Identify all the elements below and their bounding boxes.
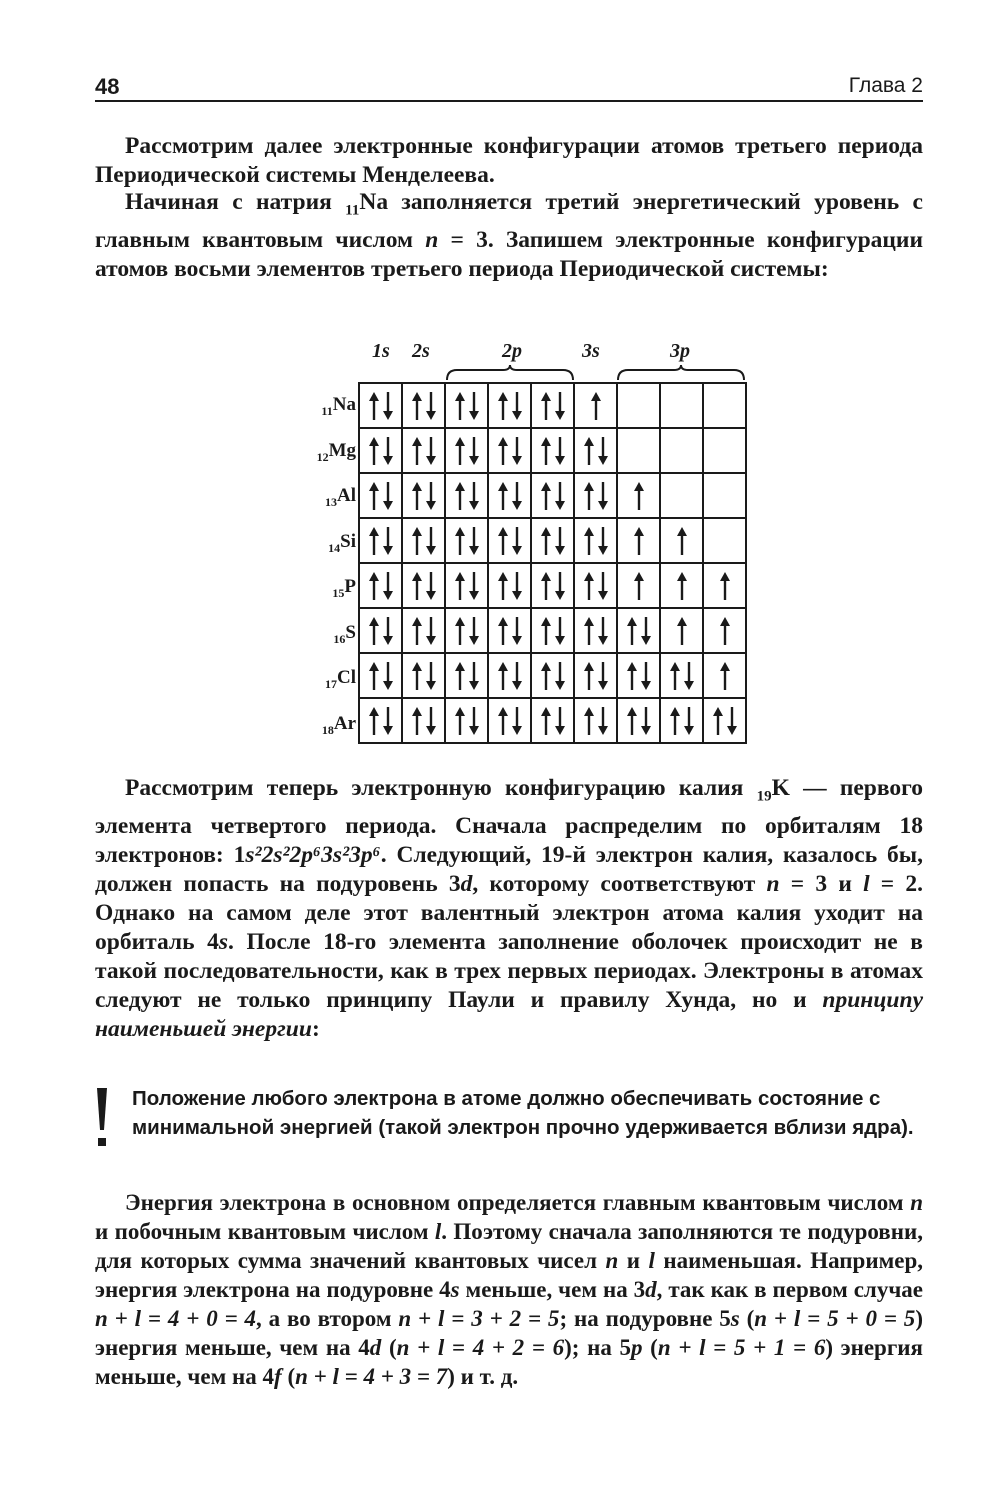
orbital-cell <box>703 608 746 653</box>
spin-pair-arrows-icon <box>576 566 616 606</box>
element-symbol: Na <box>332 394 356 415</box>
spin-pair-arrows-icon <box>533 386 573 426</box>
spin-up-arrow-icon <box>619 566 659 606</box>
energy-paragraph: Энергия электрона в основном определяется главным квантовым числом n и побочным квантовым числом l. Поэтому сначала заполняются те подуровни, для которых сумма значений квантовых чисел n и l наименьшая. Например, энергия электрона на подуровне 4s меньше, чем на 3d, так как в первом случае n + l = 4 + 0 = 4, а во втором n + l = 3 + 2 = 5; на подуровне 5s (n + l = 5 + 0 = 5) энергия меньше, чем на 4d (n + l = 4 + 2 = 6); на 5p (n + l = 5 + 1 = 6) энергия меньше, чем на 4f (n + l = 4 + 3 = 7) и т. д. <box>95 1190 924 1389</box>
orbital-cell <box>574 428 617 473</box>
page-header <box>95 72 923 102</box>
orbital-cell <box>445 473 488 518</box>
potassium-paragraph: Рассмотрим теперь электронную конфигурацию калия $_{19}$K — первого элемента четвертого периода. Сначала распределим по орбиталям 18 электронов: 1s²2s²2p⁶3s²3p⁶. Следующий, 19-й электрон калия, казалось бы, должен попасть на подуровень 3d, которому соответствуют n = 3 и l = 2. Однако на самом деле этот валентный электрон атома калия уходит на орбиталь 4s. После 18-го элемента заполнение оболочек происходит не в такой последовательности, как в трех первых периодах. Электроны в атомах следуют не только принципу Паули и правилу Хунда, но и принципу наименьшей энергии: <box>95 775 923 1042</box>
spin-pair-arrows-icon <box>490 701 530 741</box>
element-symbol: Ar <box>333 712 356 734</box>
spin-pair-arrows-icon <box>576 701 616 741</box>
orbital-cell <box>617 563 660 608</box>
orbital-cell <box>660 608 703 653</box>
orbital-label-2s: 2s <box>412 340 430 362</box>
orbital-cell <box>488 383 531 428</box>
spin-up-arrow-icon <box>662 521 702 561</box>
orbital-cell <box>445 653 488 698</box>
orbital-cell <box>703 563 746 608</box>
spin-pair-arrows-icon <box>533 701 573 741</box>
orbital-cell <box>574 653 617 698</box>
orbital-cell <box>488 563 531 608</box>
spin-pair-arrows-icon <box>490 521 530 561</box>
spin-pair-arrows-icon <box>447 431 487 471</box>
orbital-cell <box>703 518 746 563</box>
orbital-cell <box>574 698 617 743</box>
chapter-title: Глава 2 <box>848 74 923 97</box>
orbital-cell <box>703 698 746 743</box>
orbital-grid <box>358 382 747 744</box>
spin-pair-arrows-icon <box>447 656 487 696</box>
spin-pair-arrows-icon <box>490 611 530 651</box>
orbital-cell <box>445 518 488 563</box>
orbital-cell <box>531 383 574 428</box>
orbital-cell <box>359 473 402 518</box>
orbital-cell <box>359 518 402 563</box>
orbital-cell <box>574 383 617 428</box>
orbital-cell <box>359 383 402 428</box>
orbital-cell <box>445 563 488 608</box>
spin-pair-arrows-icon <box>619 701 659 741</box>
orbital-cell <box>488 653 531 698</box>
spin-pair-arrows-icon <box>533 656 573 696</box>
orbital-cell <box>531 608 574 653</box>
orbital-cell <box>617 518 660 563</box>
orbital-row-mg <box>359 428 746 473</box>
spin-pair-arrows-icon <box>490 386 530 426</box>
orbital-cell <box>703 653 746 698</box>
spin-pair-arrows-icon <box>662 656 702 696</box>
spin-up-arrow-icon <box>619 476 659 516</box>
element-label-al <box>300 485 356 510</box>
orbital-cell <box>660 563 703 608</box>
atomic-number: 18 <box>321 722 334 737</box>
orbital-cell <box>574 473 617 518</box>
orbital-cell <box>402 563 445 608</box>
spin-pair-arrows-icon <box>576 656 616 696</box>
spin-pair-arrows-icon <box>447 476 487 516</box>
rule-statement: Положение любого электрона в атоме должно обеспечивать состояние с минимальной энергией (такой электрон прочно удерживается вблизи ядра). <box>132 1087 914 1139</box>
spin-pair-arrows-icon <box>361 701 401 741</box>
orbital-cell <box>531 563 574 608</box>
spin-pair-arrows-icon <box>533 566 573 606</box>
element-symbol: Cl <box>337 667 356 688</box>
orbital-cell <box>402 698 445 743</box>
atomic-number: 11 <box>321 404 333 418</box>
spin-pair-arrows-icon <box>404 611 444 651</box>
spin-pair-arrows-icon <box>490 566 530 606</box>
orbital-cell <box>359 653 402 698</box>
element-symbol: P <box>344 576 356 597</box>
orbital-cell <box>531 518 574 563</box>
atomic-number: 14 <box>328 540 341 555</box>
spin-pair-arrows-icon <box>447 611 487 651</box>
orbital-cell <box>445 608 488 653</box>
spin-pair-arrows-icon <box>361 431 401 471</box>
element-label-na <box>300 394 356 419</box>
orbital-cell <box>660 518 703 563</box>
orbital-cell <box>488 698 531 743</box>
element-label-p <box>300 576 356 601</box>
spin-pair-arrows-icon <box>404 656 444 696</box>
spin-pair-arrows-icon <box>533 431 573 471</box>
orbital-cell <box>617 473 660 518</box>
orbital-cell <box>359 428 402 473</box>
orbital-cell <box>531 653 574 698</box>
spin-up-arrow-icon <box>662 611 702 651</box>
element-label-s <box>300 622 356 647</box>
element-symbol: S <box>345 621 356 643</box>
spin-pair-arrows-icon <box>576 611 616 651</box>
orbital-cell <box>660 428 703 473</box>
atomic-number: 17 <box>325 677 337 691</box>
orbital-cell <box>402 383 445 428</box>
element-symbol: Si <box>340 530 356 552</box>
orbital-cell <box>617 608 660 653</box>
spin-pair-arrows-icon <box>705 701 745 741</box>
orbital-cell <box>402 473 445 518</box>
spin-pair-arrows-icon <box>361 566 401 606</box>
orbital-cell <box>359 698 402 743</box>
orbital-row-al <box>359 473 746 518</box>
orbital-cell <box>488 473 531 518</box>
spin-pair-arrows-icon <box>447 521 487 561</box>
orbital-cell <box>617 698 660 743</box>
orbital-cell <box>703 383 746 428</box>
orbital-cell <box>660 698 703 743</box>
spin-pair-arrows-icon <box>490 431 530 471</box>
spin-pair-arrows-icon <box>361 386 401 426</box>
orbital-cell <box>402 608 445 653</box>
orbital-row-cl <box>359 653 746 698</box>
spin-pair-arrows-icon <box>576 476 616 516</box>
orbital-cell <box>660 653 703 698</box>
orbital-cell <box>359 608 402 653</box>
orbital-label-3p: 3p <box>670 340 690 362</box>
orbital-label-2p: 2p <box>502 340 522 362</box>
spin-pair-arrows-icon <box>361 476 401 516</box>
orbital-cell <box>402 653 445 698</box>
spin-pair-arrows-icon <box>404 566 444 606</box>
page-number: 48 <box>95 74 120 99</box>
orbital-cell <box>617 428 660 473</box>
element-label-cl <box>300 667 356 692</box>
spin-up-arrow-icon <box>619 521 659 561</box>
orbital-cell <box>359 563 402 608</box>
spin-pair-arrows-icon <box>447 386 487 426</box>
orbital-row-p <box>359 563 746 608</box>
atomic-number: 15 <box>332 586 345 600</box>
orbital-cell <box>617 653 660 698</box>
orbital-diagram <box>300 340 760 760</box>
orbital-cell <box>531 473 574 518</box>
spin-pair-arrows-icon <box>619 656 659 696</box>
spin-pair-arrows-icon <box>404 476 444 516</box>
spin-up-arrow-icon <box>576 386 616 426</box>
orbital-cell <box>660 383 703 428</box>
element-label-si <box>300 531 356 556</box>
orbital-cell <box>574 563 617 608</box>
spin-pair-arrows-icon <box>533 611 573 651</box>
intro-paragraph-2: Начиная с натрия $_{11}$Na заполняется третий энергетический уровень с главным квантовым числом n = 3. Запишем электронные конфигурации атомов восьми элементов третьего периода Периодической системы: <box>95 189 924 282</box>
orbital-cell <box>488 608 531 653</box>
spin-pair-arrows-icon <box>404 386 444 426</box>
orbital-cell <box>402 428 445 473</box>
orbital-cell <box>703 473 746 518</box>
spin-up-arrow-icon <box>662 566 702 606</box>
spin-pair-arrows-icon <box>404 521 444 561</box>
orbital-row-si <box>359 518 746 563</box>
spin-pair-arrows-icon <box>404 701 444 741</box>
spin-pair-arrows-icon <box>361 611 401 651</box>
orbital-cell <box>660 473 703 518</box>
orbital-label-3s: 3s <box>582 340 600 362</box>
orbital-cell <box>574 518 617 563</box>
spin-pair-arrows-icon <box>361 656 401 696</box>
atomic-number: 16 <box>333 631 346 646</box>
spin-pair-arrows-icon <box>447 566 487 606</box>
orbital-cell <box>531 698 574 743</box>
spin-pair-arrows-icon <box>576 431 616 471</box>
orbital-cell <box>445 698 488 743</box>
atomic-number: 13 <box>325 495 337 509</box>
element-symbol: Al <box>337 485 356 506</box>
spin-up-arrow-icon <box>705 566 745 606</box>
element-label-mg <box>300 440 356 465</box>
spin-pair-arrows-icon <box>662 701 702 741</box>
element-label-ar <box>300 713 356 738</box>
orbital-cell <box>445 383 488 428</box>
spin-up-arrow-icon <box>705 611 745 651</box>
orbital-cell <box>488 518 531 563</box>
orbital-row-ar <box>359 698 746 743</box>
atomic-number: 12 <box>316 449 329 464</box>
spin-pair-arrows-icon <box>490 476 530 516</box>
spin-pair-arrows-icon <box>490 656 530 696</box>
orbital-cell <box>703 428 746 473</box>
spin-up-arrow-icon <box>705 656 745 696</box>
orbital-cell <box>445 428 488 473</box>
orbital-row-s <box>359 608 746 653</box>
brace-3p <box>616 364 746 382</box>
orbital-row-na <box>359 383 746 428</box>
orbital-cell <box>617 383 660 428</box>
spin-pair-arrows-icon <box>619 611 659 651</box>
orbital-cell <box>402 518 445 563</box>
spin-pair-arrows-icon <box>361 521 401 561</box>
orbital-cell <box>531 428 574 473</box>
spin-pair-arrows-icon <box>533 521 573 561</box>
orbital-label-1s: 1s <box>372 340 390 362</box>
spin-pair-arrows-icon <box>447 701 487 741</box>
orbital-cell <box>574 608 617 653</box>
spin-pair-arrows-icon <box>404 431 444 471</box>
intro-paragraph-1: Рассмотрим далее электронные конфигурации атомов третьего периода Периодической системы Менделеева. <box>95 133 923 188</box>
orbital-cell <box>488 428 531 473</box>
brace-2p <box>445 364 575 382</box>
spin-pair-arrows-icon <box>533 476 573 516</box>
element-symbol: Mg <box>328 439 356 461</box>
spin-pair-arrows-icon <box>576 521 616 561</box>
exclamation-icon <box>92 1086 112 1150</box>
